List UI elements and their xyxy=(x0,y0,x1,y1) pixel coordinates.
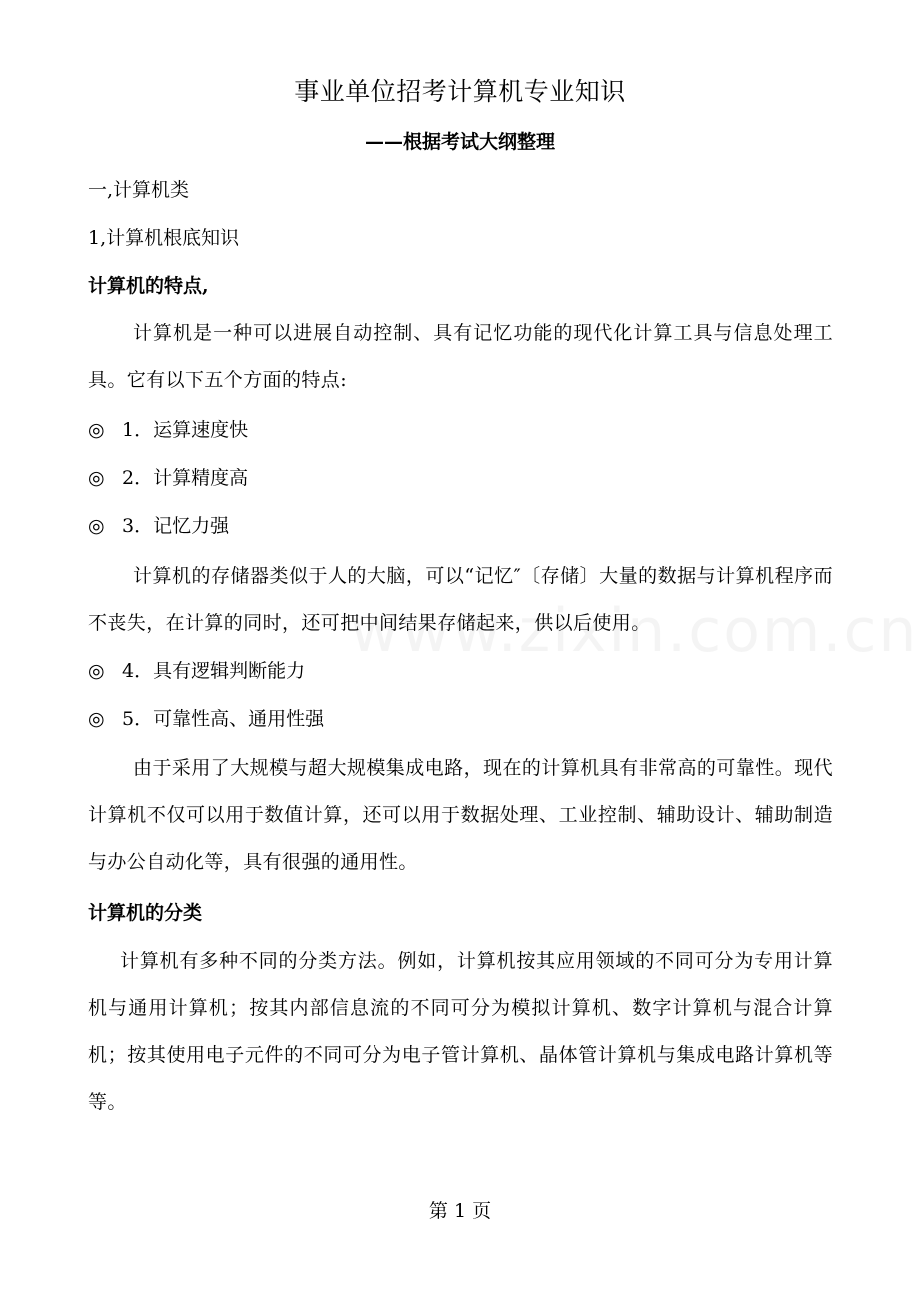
paragraph-classification: 计算机有多种不同的分类方法。例如，计算机按其应用领域的不同可分为专用计算机与通用计算机；按其内部信息流的不同可分为模拟计算机、数字计算机与混合计算机；按其使用电子元件的不同可分为电子管计算机、晶体管计算机与集成电路计算机等等。 xyxy=(88,950,833,1113)
heading-features: 计算机的特点, xyxy=(88,275,209,297)
bullet-icon: ◎ xyxy=(88,419,105,441)
section-heading: 一,计算机类 xyxy=(88,179,190,201)
list-item xyxy=(88,656,305,686)
bullet-icon: ◎ xyxy=(88,708,105,730)
list-item-text: 3．记忆力强 xyxy=(122,515,230,537)
document-subtitle: ——根据考试大纲整理 xyxy=(364,131,555,153)
bullet-icon: ◎ xyxy=(88,467,105,489)
document-title: 事业单位招考计算机专业知识 xyxy=(294,77,626,106)
paragraph-features-intro: 计算机是一种可以进展自动控制、具有记忆功能的现代化计算工具与信息处理工具。它有以下五个方面的特点: xyxy=(88,322,833,391)
list-item xyxy=(88,704,324,734)
list-item xyxy=(88,415,248,445)
list-item-text: 1．运算速度快 xyxy=(122,419,249,441)
bullet-icon: ◎ xyxy=(88,515,105,537)
list-item xyxy=(88,463,248,493)
list-item-text: 2．计算精度高 xyxy=(122,467,249,489)
list-item-text: 5．可靠性高、通用性强 xyxy=(122,708,325,730)
page-footer: 第 1 页 xyxy=(428,1200,492,1222)
list-item-text: 4．具有逻辑判断能力 xyxy=(122,660,306,682)
list-item xyxy=(88,511,229,541)
paragraph-memory: 计算机的存储器类似于人的大脑，可以“记忆″〔存储〕大量的数据与计算机程序而不丧失，在计算的同时，还可把中间结果存储起来，供以后使用。 xyxy=(88,565,833,634)
paragraph-reliability: 由于采用了大规模与超大规模集成电路，现在的计算机具有非常高的可靠性。现代计算机不仅可以用于数值计算，还可以用于数据处理、工业控制、辅助设计、辅助制造与办公自动化等，具有很强的通用性。 xyxy=(88,757,833,873)
subsection-heading: 1,计算机根底知识 xyxy=(88,227,240,249)
bullet-icon: ◎ xyxy=(88,660,105,682)
heading-classification: 计算机的分类 xyxy=(88,902,203,924)
